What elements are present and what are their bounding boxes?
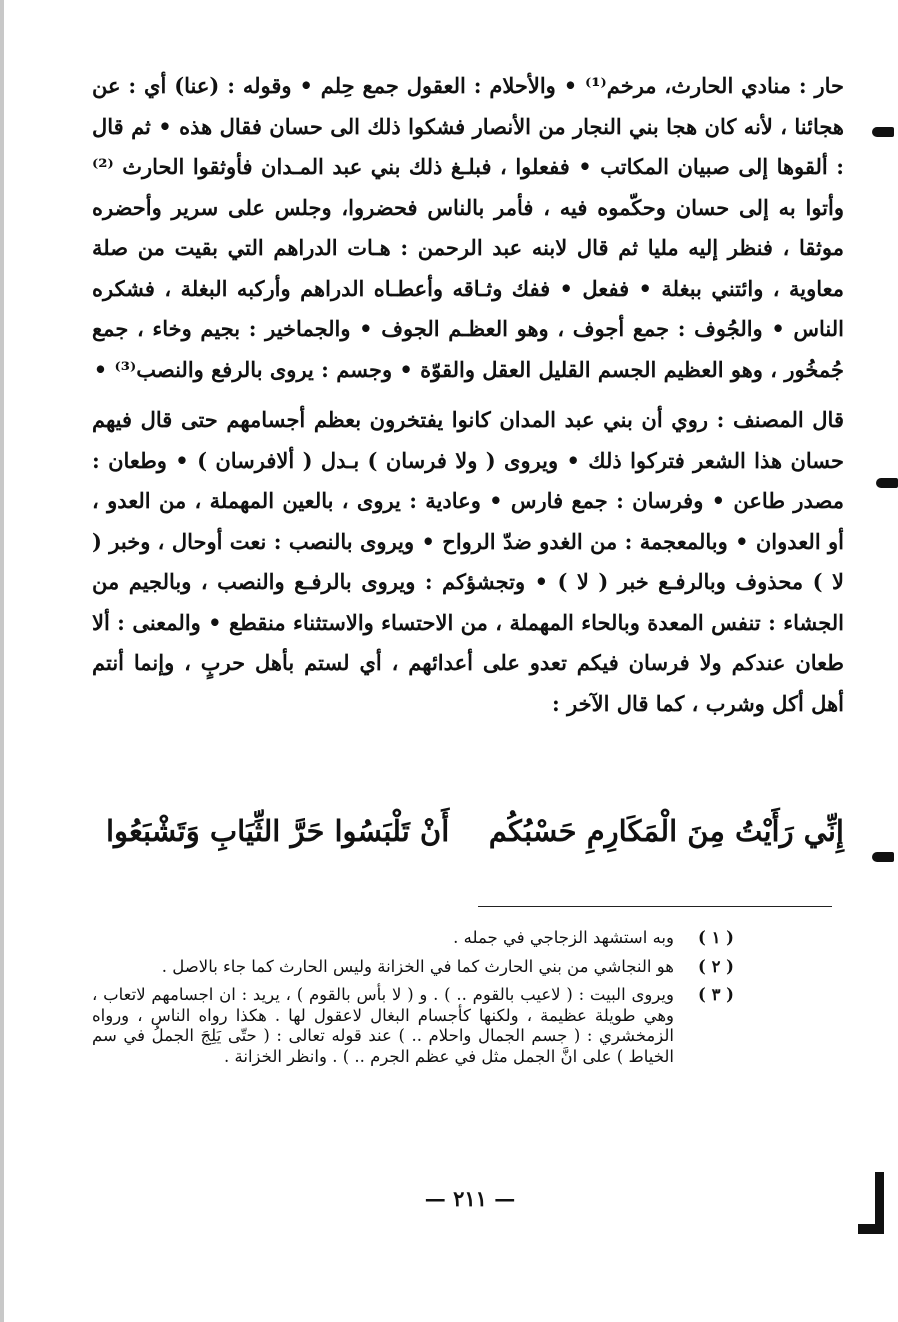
poetry-verse: [92, 814, 844, 884]
footnote-text: ويروى البيت : ( لاعيب بالقوم .. ) . و ( لا بأس بالقوم ) ، يريد : ان اجسامهم لاتعاب ، وهي طويلة عظيمة ، ولكنها كأجسام البغال لاعقول لها . هكذا رواه الناس ، ورواه الزمخشري : ( جسم الجمال واحلام .. ) عند قوله تعالى : ( حتّى يَلِجَ الجملُ في سم الخياط ) على انَّ الجمل مثل في عظم الجرم .. ) . وانظر الخزانة .: [92, 985, 674, 1066]
bracket-foot: [858, 1224, 884, 1234]
margin-marker: [872, 852, 894, 862]
main-text: [92, 66, 844, 724]
footnote-number: ( ٢ ): [698, 956, 734, 976]
footnote-number: ( ١ ): [698, 928, 734, 947]
page-edge: [0, 0, 4, 1322]
commentary-paragraph-2: قال المصنف : روي أن بني عبد المدان كانوا يفتخرون بعظم أجسامهم حتى قال فيهم حسان هذا الشعر فتركوا ذلك • ويروى ( ولا فرسان ) بـدل ( ألافرسان ) • وطعان : مصدر طاعن • وفرسان : جمع فارس • وعادية : يروى ، بالعين المهملة ، من العدو ، أو العدوان • وبالمعجمة : من الغدو ضدّ الرواح • ويروى بالنصب : نعت أوحال ، وخبر ( لا ) محذوف وبالرفـع خبر ( لا ) • وتجشؤكم : ويروى بالرفـع والنصب ، وبالجيم من الجشاء : تنفس المعدة وبالحاء المهملة ، من الاحتساء والاستثناء منقطع • والمعنى : ألا طعان عندكم ولا فرسان فيكم تعدو على أعدائهم ، أي لستم بأهل حربٍ ، وإنما أنتم أهل أكل وشرب ، كما قال الآخر :: [92, 407, 844, 716]
margin-bracket: [858, 1172, 888, 1234]
footnote-item: [92, 957, 758, 978]
margin-marker: [872, 127, 894, 137]
footnote-divider: [478, 906, 832, 907]
footnote-text: وبه استشهد الزجاجي في جمله .: [453, 928, 674, 947]
page-number: — ٢١١ —: [424, 1186, 516, 1211]
footnote-item: [92, 985, 758, 1067]
verse-second-hemistich: أَنْ تَلْبَسُوا حَرَّ الثِّيَابِ وَتَشْبَعُوا: [106, 814, 450, 848]
footnote-number: ( ٣ ): [698, 985, 734, 1004]
footnote-item: [92, 928, 758, 949]
footnote-text: هو النجاشي من بني الحارث كما في الخزانة وليس الحارث كما جاء بالاصل .: [161, 956, 674, 976]
commentary-paragraph-1: حار : منادي الحارث، مرخم⁽¹⁾ • والأحلام : العقول جمع حِلم • وقوله : (عنا) أي : عن هجائنا ، لأنه كان هجا بني النجار من الأنصار فشكوا ذلك الى حسان فقال هذه • ثم قال : ألقوها إلى صبيان المكاتب • ففعلوا ، فبلـغ ذلك بني عبد المـدان فأوثقوا الحارث ⁽²⁾ وأتوا به إلى حسان وحكّموه فيه ، فأمر بالناس فحضروا، وجلس على سرير وأحضره موثقا ، فنظر إليه مليا ثم قال لابنه عبد الرحمن : هـات الدراهم التي بقيت من صلة معاوية ، وائتني ببغلة • ففعل • ففك وثـاقه وأعطـاه الدراهم وأركبه البغلة ، فشكره الناس • والجُوف : جمع أجوف ، وهو العظـم الجوف • والجماخير : بجيم وخاء ، جمع جُمخُور ، وهو العظيم الجسم القليل العقل والقوّة • وجسم : يروى بالرفع والنصب⁽³⁾ •: [92, 73, 845, 382]
footnotes: [92, 928, 758, 1075]
margin-marker: [876, 478, 898, 488]
verse-first-hemistich: إِنِّي رَأَيْتُ مِنَ الْمَكَارِمِ حَسْبُكُم: [488, 814, 844, 848]
